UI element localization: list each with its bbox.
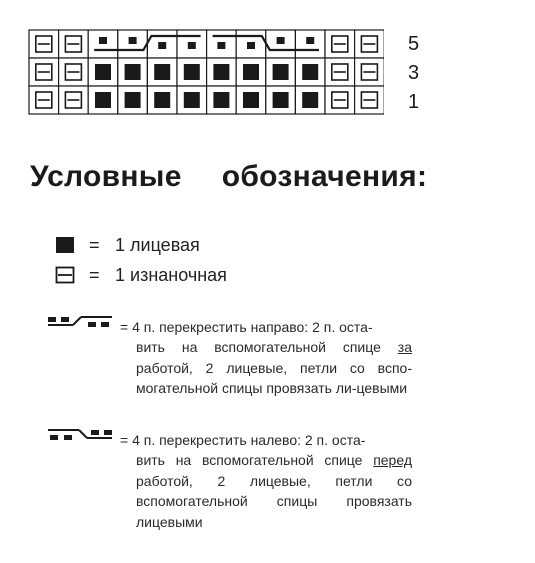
legend-cross-right-text — [120, 317, 412, 399]
legend-equals: = — [89, 264, 100, 285]
knit-stitch-symbol — [273, 92, 289, 108]
cable-cross-left-icon — [46, 428, 118, 442]
cable-stitch-block — [306, 37, 314, 44]
legend-equals: = — [89, 234, 100, 255]
knit-stitch-icon — [55, 236, 75, 254]
knit-stitch-symbol — [302, 92, 318, 108]
knitting-chart — [28, 28, 384, 116]
cross-right-underlined: за — [397, 339, 412, 356]
chart-grid — [28, 28, 384, 116]
legend-knit-text: 1 лицевая — [115, 234, 200, 255]
knit-stitch-symbol — [243, 64, 259, 80]
row-number-5: 5 — [408, 33, 420, 55]
knit-stitch-symbol — [302, 64, 318, 80]
cable-stitch-block — [277, 37, 285, 44]
cross-right-lead: = 4 п. перекрестить направо: 2 п. оста- — [120, 319, 373, 335]
knit-stitch-symbol — [243, 92, 259, 108]
cable-stitch-block — [99, 37, 107, 44]
cross-left-underlined: перед — [373, 452, 412, 469]
purl-stitch-icon — [55, 266, 75, 284]
knit-stitch-symbol — [184, 64, 200, 80]
knit-stitch-symbol — [213, 64, 229, 80]
knit-stitch-symbol — [184, 92, 200, 108]
legend-purl-text: 1 изнаночная — [115, 264, 227, 285]
cross-left-lead: = 4 п. перекрестить налево: 2 п. оста- — [120, 432, 366, 448]
cable-stitch-block — [158, 42, 166, 49]
cable-stitch-block — [217, 42, 225, 49]
cable-stitch-block — [247, 42, 255, 49]
cable-stitch-block — [188, 42, 196, 49]
cross-left-part2: работой, 2 лицевые, петли со вспомогательной спицы провязать лицевыми — [136, 472, 412, 530]
legend-item-purl — [55, 263, 227, 287]
knit-stitch-symbol — [95, 92, 111, 108]
cable-stitch-block — [129, 37, 137, 44]
legend-heading-word2: обозначения: — [221, 160, 428, 193]
knit-stitch-symbol — [273, 64, 289, 80]
cross-left-part1: вить на вспомогательной спице — [136, 452, 363, 469]
cross-right-part1: вить на вспомогательной спице — [136, 339, 381, 356]
legend-heading — [30, 160, 427, 194]
legend-heading-word1: Условные — [30, 160, 182, 193]
knit-stitch-symbol — [95, 64, 111, 80]
legend-cross-left-text — [120, 430, 412, 532]
cross-right-part2: работой, 2 лицевые, петли со вспо-могательной спицы провязать ли-цевыми — [136, 359, 412, 397]
row-number-3: 3 — [408, 62, 420, 84]
knit-stitch-symbol — [154, 92, 170, 108]
knit-stitch-symbol — [125, 92, 141, 108]
knit-stitch-symbol — [125, 64, 141, 80]
knit-stitch-symbol — [154, 64, 170, 80]
knit-stitch-symbol — [213, 92, 229, 108]
row-number-1: 1 — [408, 91, 420, 113]
cable-cross-right-icon — [46, 315, 118, 329]
legend-item-knit — [55, 233, 200, 257]
